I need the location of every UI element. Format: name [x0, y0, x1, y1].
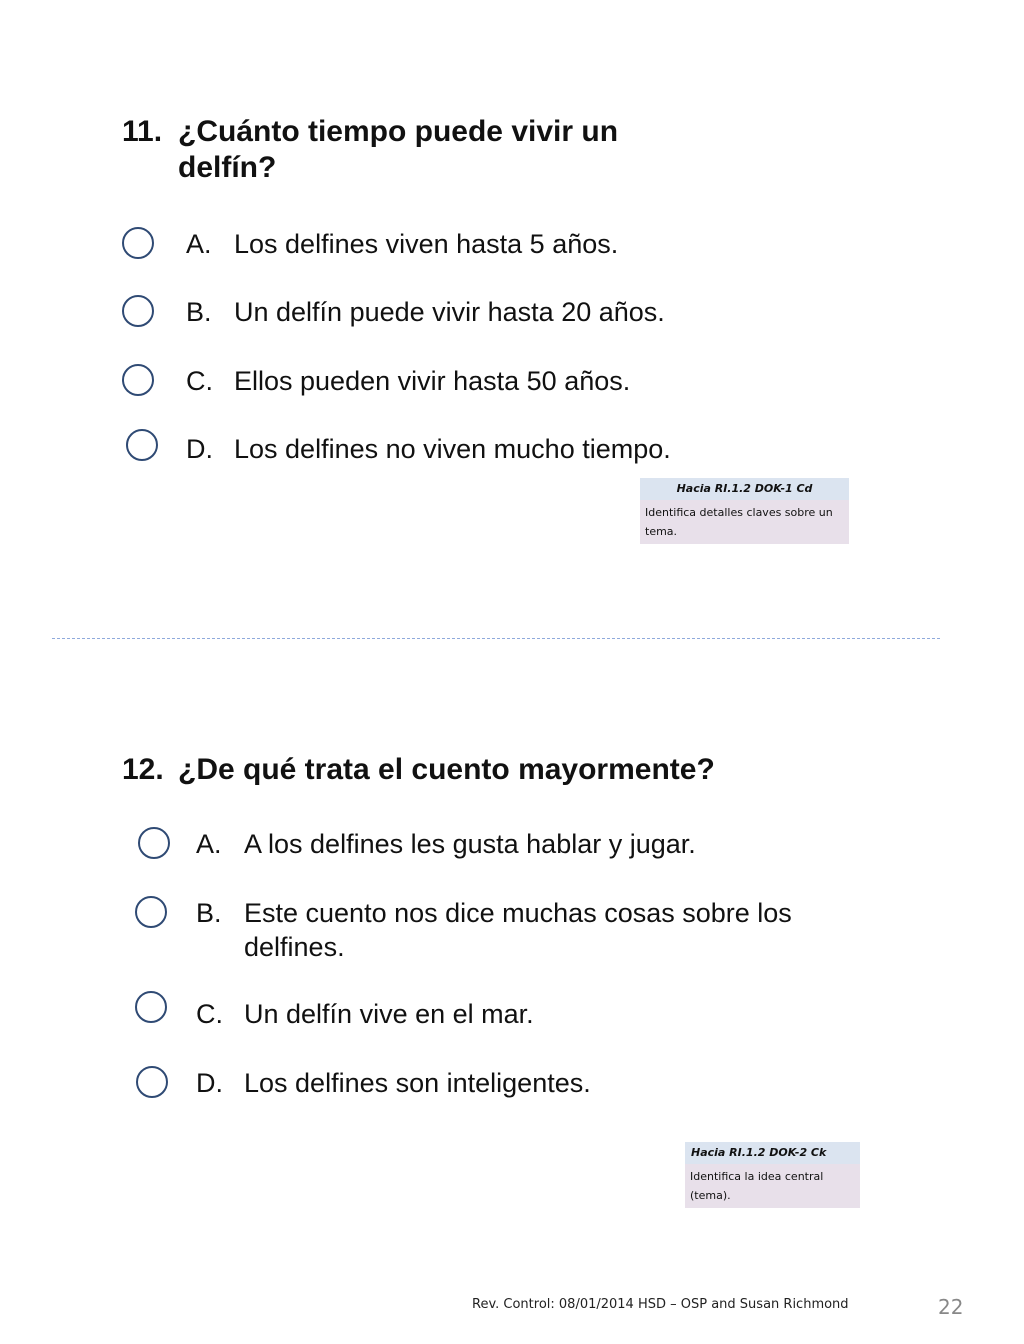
standard-box-q12: [685, 1142, 860, 1208]
option-text: Este cuento nos dice muchas cosas sobre los delfines.: [244, 898, 792, 962]
revision-footer: Rev. Control: 08/01/2014 HSD – OSP and Susan Richmond: [472, 1297, 849, 1312]
option-text: Los delfines viven hasta 5 años.: [234, 229, 619, 259]
standard-header: Hacia RI.1.2 DOK-1 Cd: [640, 478, 849, 500]
question-text: ¿De qué trata el cuento mayormente?: [178, 753, 715, 786]
question-12-title: [122, 752, 818, 788]
option-letter: D.: [196, 1068, 223, 1098]
option-text: Un delfín vive en el mar.: [244, 999, 534, 1029]
option-letter: B.: [186, 297, 212, 327]
question-number: 12.: [122, 753, 164, 786]
q11-option-a[interactable]: [122, 227, 618, 261]
q12-option-c[interactable]: [135, 991, 534, 1031]
option-letter: C.: [196, 999, 223, 1029]
q12-option-a[interactable]: [138, 827, 696, 861]
option-letter: C.: [186, 366, 213, 396]
radio-circle-icon[interactable]: [136, 1066, 168, 1098]
radio-circle-icon[interactable]: [122, 227, 154, 259]
radio-circle-icon[interactable]: [138, 827, 170, 859]
section-divider: [52, 638, 940, 639]
standard-header: Hacia RI.1.2 DOK-2 Ck: [685, 1142, 860, 1164]
question-number: 11.: [122, 115, 163, 148]
q11-option-d[interactable]: [122, 432, 671, 466]
standard-box-q11: [640, 478, 849, 544]
q11-option-b[interactable]: [122, 295, 665, 329]
option-letter: D.: [186, 434, 213, 464]
option-text: Ellos pueden vivir hasta 50 años.: [234, 366, 631, 396]
radio-circle-icon[interactable]: [122, 295, 154, 327]
radio-circle-icon[interactable]: [135, 991, 167, 1023]
radio-circle-icon[interactable]: [135, 896, 167, 928]
radio-circle-icon[interactable]: [126, 429, 158, 461]
option-text: Los delfines son inteligentes.: [244, 1068, 591, 1098]
option-letter: A.: [196, 829, 222, 859]
q11-option-c[interactable]: [122, 364, 630, 398]
question-text: ¿Cuánto tiempo puede vivir un delfín?: [178, 115, 619, 184]
page-number: 22: [938, 1295, 964, 1319]
option-letter: A.: [186, 229, 212, 259]
option-text: A los delfines les gusta hablar y jugar.: [244, 829, 696, 859]
standard-description: Identifica la idea central (tema).: [685, 1164, 860, 1208]
standard-description: Identifica detalles claves sobre un tema.: [640, 500, 849, 544]
q12-option-b[interactable]: [135, 896, 844, 964]
q12-option-d[interactable]: [136, 1066, 591, 1100]
radio-circle-icon[interactable]: [122, 364, 154, 396]
option-text: Un delfín puede vivir hasta 20 años.: [234, 297, 665, 327]
option-letter: B.: [196, 898, 222, 928]
question-11-title: [122, 114, 698, 186]
option-text: Los delfines no viven mucho tiempo.: [234, 434, 671, 464]
